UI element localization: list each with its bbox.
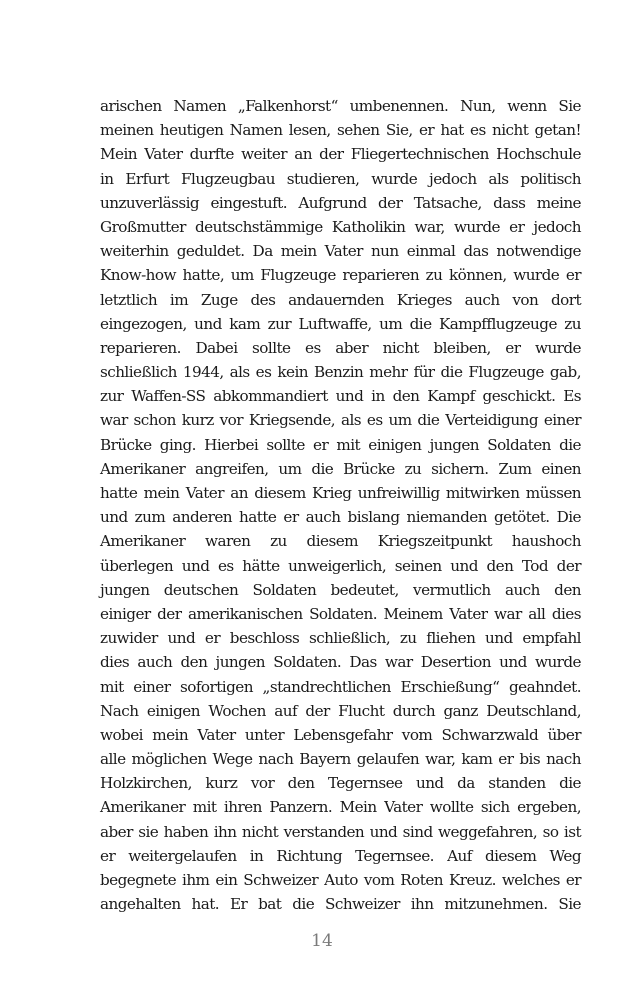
text-line: Amerikaner waren zu diesem Kriegszeitpunkt haushoch [100,532,581,551]
text-line: und zum anderen hatte er auch bislang niemanden getötet. Die [100,508,581,527]
text-line: begegnete ihm ein Schweizer Auto vom Roten Kreuz. welches er [100,871,581,889]
text-line: Nach einigen Wochen auf der Flucht durch ganz Deutschland, [100,701,581,720]
text-line: aber sie haben ihn nicht verstanden und sind weggefahren, so ist [100,822,581,841]
text-line: meinen heutigen Namen lesen, sehen Sie, er hat es nicht getan! [100,121,581,140]
text-line: in Erfurt Flugzeugbau studieren, wurde jedoch als politisch [100,169,581,188]
text-line: angehalten hat. Er bat die Schweizer ihn mitzunehmen. Sie [100,895,581,914]
text-line: unzuverlässig eingestuft. Aufgrund der Tatsache, dass meine [100,193,581,212]
text-line: zur Waffen-SS abkommandiert und in den Kampf geschickt. Es [100,387,581,406]
text-line: Mein Vater durfte weiter an der Fliegertechnischen Hochschule [100,145,581,164]
text-line: wobei mein Vater unter Lebensgefahr vom Schwarzwald über [100,725,581,744]
text-line: arischen Namen „Falkenhorst“ umbenennen. Nun, wenn Sie [100,97,581,115]
text-line: hatte mein Vater an diesem Krieg unfreiwillig mitwirken müssen [100,484,581,502]
text-line: reparieren. Dabei sollte es aber nicht bleiben, er wurde [100,338,581,357]
text-line: mit einer sofortigen „standrechtlichen Erschießung“ geahndet. [100,677,581,696]
text-line: alle möglichen Wege nach Bayern gelaufen war, kam er bis nach [100,750,581,769]
text-line: Holzkirchen, kurz vor den Tegernsee und da standen die [100,774,581,793]
text-line: Brücke ging. Hierbei sollte er mit einigen jungen Soldaten die [100,435,581,454]
page-number: 14 [311,931,333,951]
text-line: weiterhin geduldet. Da mein Vater nun einmal das notwendige [100,242,581,261]
text-line: schließlich 1944, als es kein Benzin mehr für die Flugzeuge gab, [100,363,581,382]
text-line: Know-how hatte, um Flugzeuge reparieren zu können, wurde er [100,266,581,285]
text-line: Amerikaner angreifen, um die Brücke zu sichern. Zum einen [100,459,581,478]
text-line: eingezogen, und kam zur Luftwaffe, um die Kampfflugzeuge zu [100,314,581,333]
text-line: dies auch den jungen Soldaten. Das war Desertion und wurde [100,653,581,672]
text-line: jungen deutschen Soldaten bedeutet, vermutlich auch den [100,580,581,599]
text-line: letztlich im Zuge des andauernden Krieges auch von dort [100,290,581,309]
text-line: Amerikaner mit ihren Panzern. Mein Vater wollte sich ergeben, [100,798,581,817]
text-line: er weitergelaufen in Richtung Tegernsee. Auf diesem Weg [100,846,581,865]
text-line: war schon kurz vor Kriegsende, als es um die Verteidigung einer [100,411,581,430]
text-line: einiger der amerikanischen Soldaten. Meinem Vater war all dies [100,604,581,623]
text-line: Großmutter deutschstämmige Katholikin war, wurde er jedoch [100,217,581,236]
body-text [100,94,581,916]
text-line: überlegen und es hätte unweigerlich, seinen und den Tod der [100,556,581,575]
text-line: zuwider und er beschloss schließlich, zu fliehen und empfahl [100,629,581,648]
